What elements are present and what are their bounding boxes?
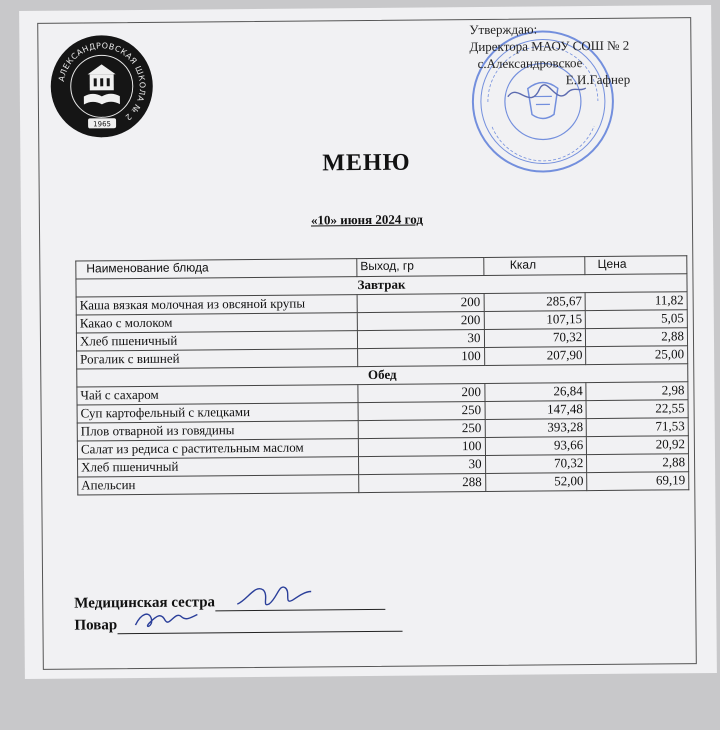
dish-price: 69,19: [587, 472, 689, 491]
approval-line-village: с.Александровское: [477, 55, 583, 72]
menu-sheet: [19, 5, 717, 679]
approval-line-name: Е.И.Гафнер: [565, 71, 631, 88]
dish-output: 30: [358, 455, 485, 474]
logo-year: 1965: [93, 120, 112, 129]
dish-kcal: 285,67: [484, 293, 586, 312]
header-dish-name: Наименование блюда: [76, 259, 357, 279]
approval-block: [469, 19, 700, 89]
dish-output: 30: [357, 329, 484, 348]
dish-price: 20,92: [587, 436, 689, 455]
page-title: МЕНЮ: [322, 149, 411, 177]
header-kcal: Ккал: [483, 257, 585, 276]
dish-price: 2,88: [586, 328, 688, 347]
dish-price: 22,55: [586, 400, 688, 419]
dish-name: Каша вязкая молочная из овсяной крупы: [76, 295, 357, 315]
dish-price: 71,53: [586, 418, 688, 437]
cook-signature-field: [117, 615, 402, 634]
dish-kcal: 52,00: [485, 473, 587, 492]
dish-price: 11,82: [585, 292, 687, 311]
signature-block: [74, 588, 402, 635]
dish-kcal: 70,32: [484, 329, 586, 348]
dish-output: 100: [358, 347, 485, 366]
approval-line-approve: Утверждаю:: [469, 21, 538, 38]
dish-output: 200: [358, 383, 485, 402]
section-title: Обед: [77, 364, 688, 387]
dish-output: 288: [359, 473, 486, 492]
dish-kcal: 107,15: [484, 311, 586, 330]
logo-ring-text: АЛЕКСАНДРОВСКАЯ ШКОЛА № 2: [57, 41, 147, 123]
dish-name: Суп картофельный с клецками: [77, 403, 358, 423]
dish-output: 200: [357, 293, 484, 312]
dish-name: Чай с сахаром: [77, 385, 358, 405]
cook-signature-line: [74, 610, 402, 635]
menu-table: [75, 255, 689, 495]
dish-name: Салат из редиса с растительным маслом: [77, 439, 358, 459]
dish-name: Апельсин: [78, 475, 359, 495]
dish-name: Хлеб пшеничный: [76, 331, 357, 351]
dish-kcal: 393,28: [485, 419, 587, 438]
section-title: Завтрак: [76, 274, 687, 297]
nurse-signature-field: [215, 593, 385, 611]
dish-output: 250: [358, 419, 485, 438]
dish-output: 250: [358, 401, 485, 420]
cook-label: Повар: [74, 617, 118, 634]
dish-kcal: 70,32: [485, 455, 587, 474]
menu-date: «10» июня 2024 год: [310, 211, 423, 228]
nurse-signature-scribble: [233, 577, 313, 612]
dish-kcal: 93,66: [485, 437, 587, 456]
dish-name: Плов отварной из говядины: [77, 421, 358, 441]
dish-kcal: 147,48: [485, 401, 587, 420]
dish-price: 25,00: [586, 346, 688, 365]
cook-signature-scribble: [131, 602, 201, 633]
header-output: Выход, гр: [357, 257, 484, 276]
nurse-signature-line: [74, 588, 402, 613]
approval-line-director: Директора МАОУ СОШ № 2: [469, 37, 630, 55]
nurse-label: Медицинская сестра: [74, 594, 216, 612]
dish-name: Какао с молоком: [76, 313, 357, 333]
dish-output: 100: [358, 437, 485, 456]
dish-price: 5,05: [586, 310, 688, 329]
school-logo-seal: [49, 34, 154, 139]
dish-name: Рогалик с вишней: [77, 349, 358, 369]
dish-name: Хлеб пшеничный: [78, 457, 359, 477]
dish-kcal: 26,84: [484, 383, 586, 402]
header-price: Цена: [585, 256, 687, 275]
dish-output: 200: [357, 311, 484, 330]
dish-price: 2,98: [586, 382, 688, 401]
dish-kcal: 207,90: [484, 347, 586, 366]
dish-price: 2,88: [587, 454, 689, 473]
